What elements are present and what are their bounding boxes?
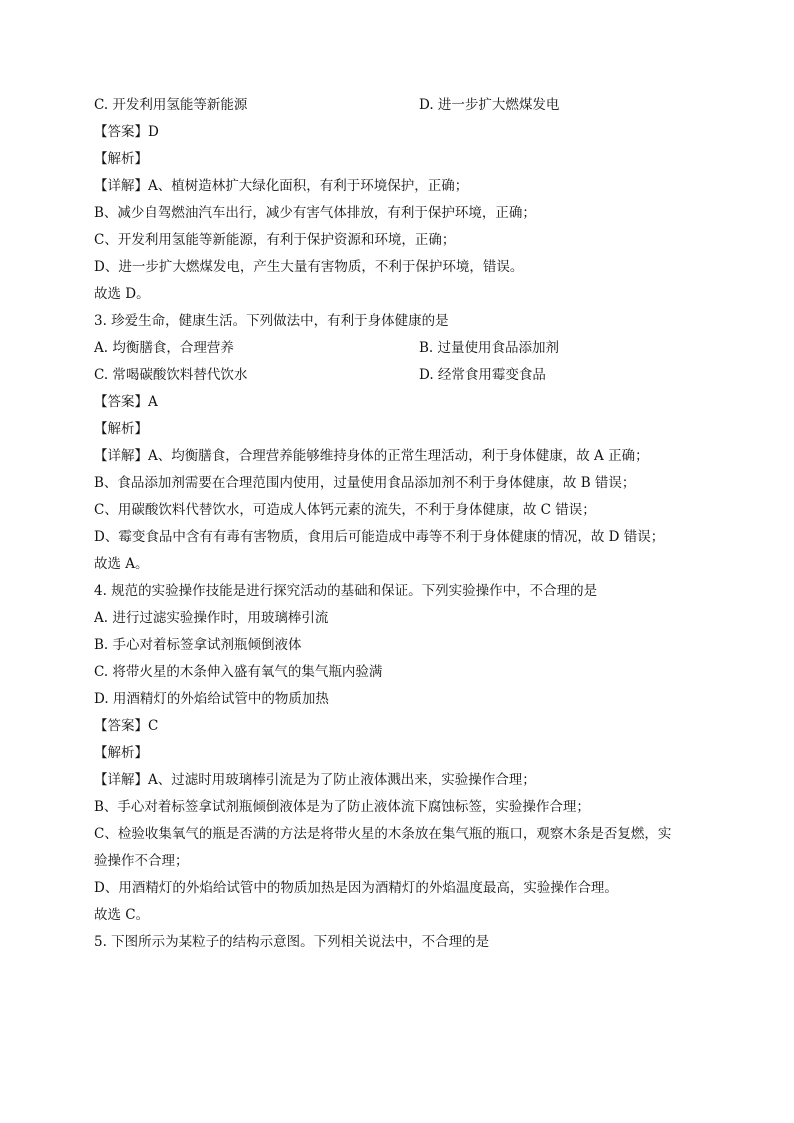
q3-conclusion: 故选 A。 [94, 556, 149, 572]
q4-stem: 4. 规范的实验操作技能是进行探究活动的基础和保证。下列实验操作中，不合理的是 [94, 583, 598, 599]
q3-option-c: C. 常喝碳酸饮料替代饮水 [94, 367, 248, 383]
q4-detail-line: B、手心对着标签拿试剂瓶倾倒液体是为了防止液体流下腐蚀标签，实验操作合理； [94, 799, 590, 815]
q2-answer: 【答案】D [94, 124, 159, 140]
q2-options-cd [94, 92, 714, 119]
q2-detail-line: 【详解】A、植树造林扩大绿化面积，有利于环境保护，正确； [94, 178, 469, 194]
q5-stem: 5. 下图所示为某粒子的结构示意图。下列相关说法中，不合理的是 [94, 934, 490, 950]
q2-detail-line: D、进一步扩大燃煤发电，产生大量有害物质，不利于保护环境，错误。 [94, 259, 524, 275]
q3-options-cd [94, 362, 714, 389]
q2-analysis-label: 【解析】 [94, 151, 148, 167]
q3-options-ab [94, 335, 714, 362]
q4-answer: 【答案】C [94, 718, 159, 734]
q3-analysis-label: 【解析】 [94, 421, 148, 437]
q2-option-d: D. 进一步扩大燃煤发电 [419, 97, 560, 113]
q3-answer: 【答案】A [94, 394, 158, 410]
q4-detail-line: 【详解】A、过滤时用玻璃棒引流是为了防止液体溅出来，实验操作合理； [94, 772, 536, 788]
q4-detail-line: 验操作不合理； [94, 853, 189, 869]
q3-option-d: D. 经常食用霉变食品 [419, 367, 546, 383]
q4-detail-line: D、用酒精灯的外焰给试管中的物质加热是因为酒精灯的外焰温度最高，实验操作合理。 [94, 880, 618, 896]
q3-option-a: A. 均衡膳食，合理营养 [94, 340, 234, 356]
q3-detail-line: C、用碳酸饮料代替饮水，可造成人体钙元素的流失，不利于身体健康，故 C 错误； [94, 502, 596, 518]
q4-option-b: B. 手心对着标签拿试剂瓶倾倒液体 [94, 637, 302, 653]
q2-detail-line: C、开发利用氢能等新能源，有利于保护资源和环境，正确； [94, 232, 456, 248]
q3-detail-line: B、食品添加剂需要在合理范围内使用，过量使用食品添加剂不利于身体健康，故 B 错误； [94, 475, 636, 491]
q3-stem: 3. 珍爱生命，健康生活。下列做法中，有利于身体健康的是 [94, 313, 449, 329]
q3-option-b: B. 过量使用食品添加剂 [419, 340, 560, 356]
q4-option-d: D. 用酒精灯的外焰给试管中的物质加热 [94, 691, 329, 707]
q4-detail-line: C、检验收集氧气的瓶是否满的方法是将带火星的木条放在集气瓶的瓶口，观察木条是否复燃，实 [94, 826, 672, 842]
q4-option-c: C. 将带火星的木条伸入盛有氧气的集气瓶内验满 [94, 664, 383, 680]
document-page [94, 92, 714, 956]
q4-option-a: A. 进行过滤实验操作时，用玻璃棒引流 [94, 610, 329, 626]
q2-conclusion: 故选 D。 [94, 286, 150, 302]
q3-detail-line: 【详解】A、均衡膳食，合理营养能够维持身体的正常生理活动，利于身体健康，故 A 正确； [94, 448, 649, 464]
q2-detail-line: B、减少自驾燃油汽车出行，减少有害气体排放，有利于保护环境，正确； [94, 205, 536, 221]
q3-detail-line: D、霉变食品中含有有毒有害物质，食用后可能造成中毒等不利于身体健康的情况，故 D 错误； [94, 529, 665, 545]
q4-conclusion: 故选 C。 [94, 907, 150, 923]
q2-option-c: C. 开发利用氢能等新能源 [94, 97, 248, 113]
q4-analysis-label: 【解析】 [94, 745, 148, 761]
